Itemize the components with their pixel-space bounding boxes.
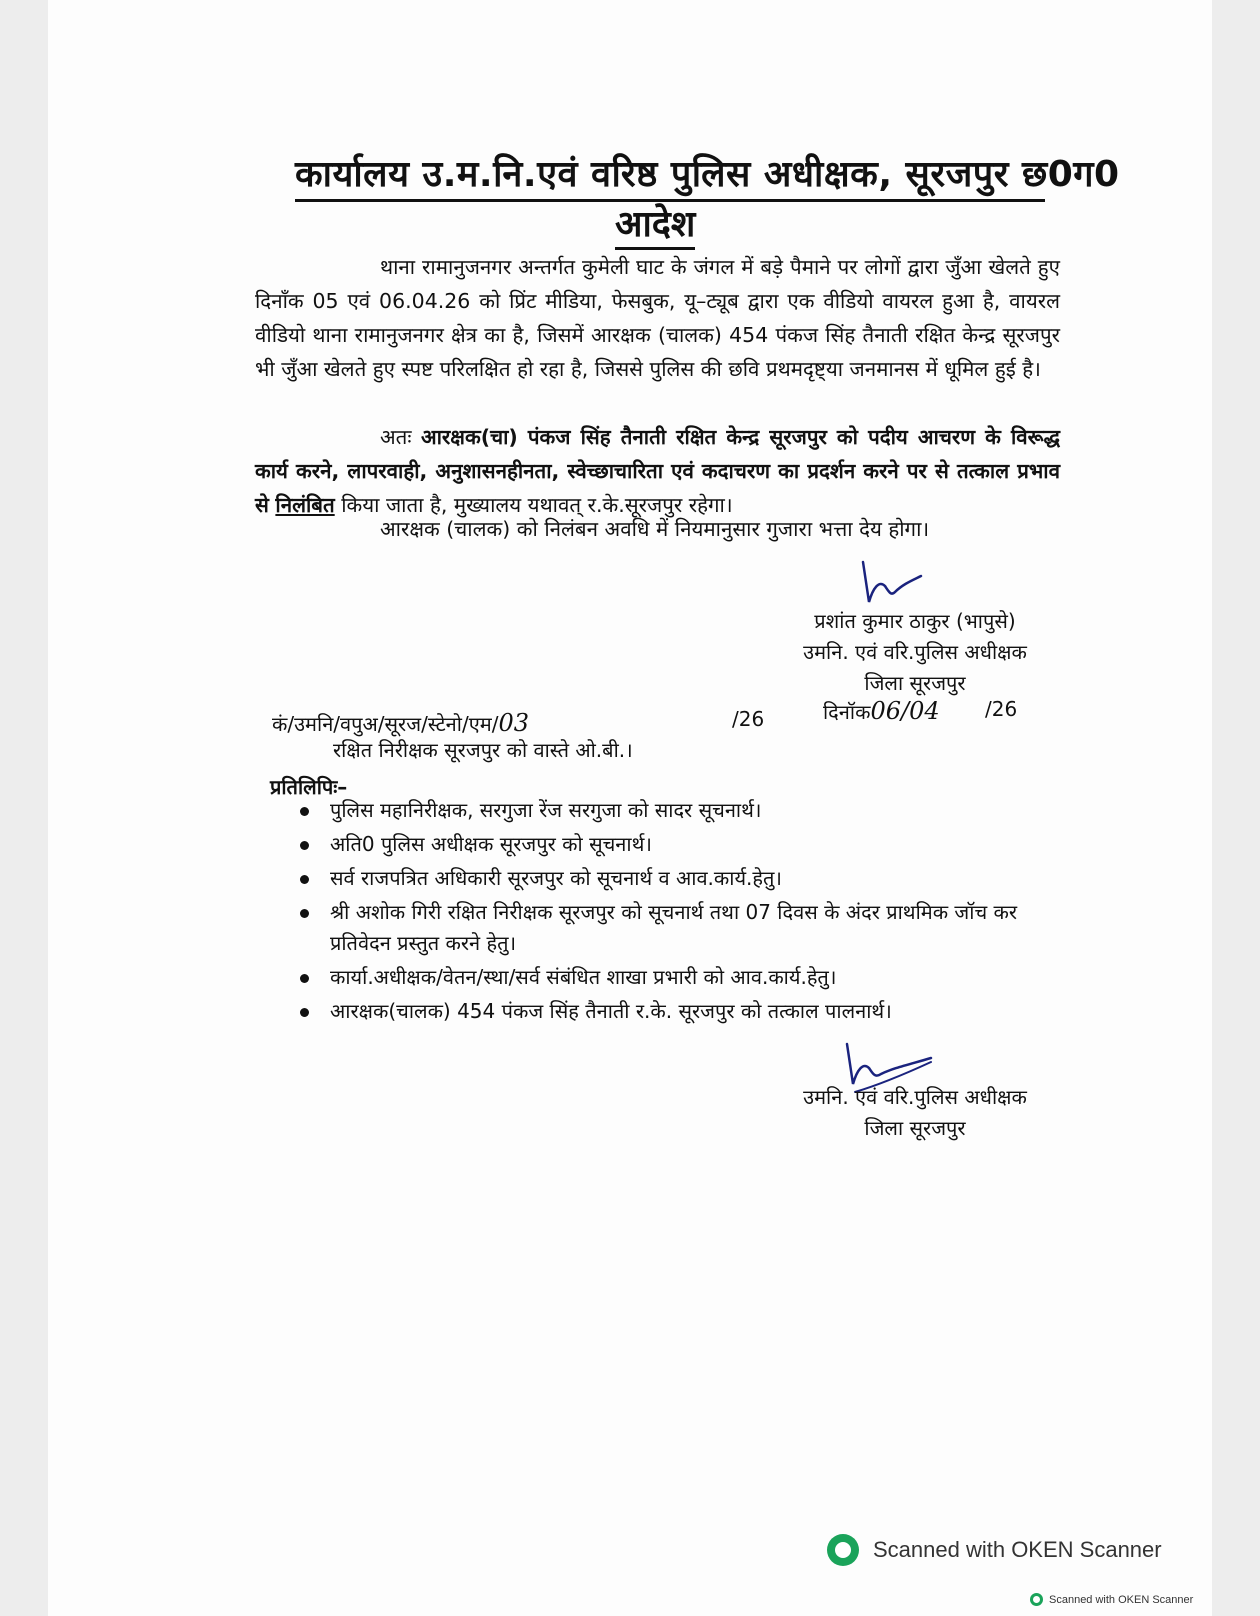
date-label: दिनॉक	[823, 700, 871, 724]
date-handwritten: 06/04	[870, 697, 940, 725]
reference-handwritten-number: 03	[498, 709, 529, 737]
list-item: कार्या.अधीक्षक/वेतन/स्था/सर्व संबंधित शाखा प्रभारी को आव.कार्य.हेतु।	[300, 962, 1060, 993]
list-item: सर्व राजपत्रित अधिकारी सूरजपुर को सूचनार्थ व आव.कार्य.हेतु।	[300, 863, 1060, 894]
copy-list	[300, 795, 1060, 1030]
scanner-watermark-text: Scanned with OKEN Scanner	[873, 1537, 1162, 1562]
reference-year: /26	[732, 707, 765, 731]
scanner-logo-small-icon	[1030, 1593, 1043, 1606]
bullet-icon	[300, 909, 309, 918]
signatory-block-2	[760, 1082, 1070, 1144]
signatory-designation: उमनि. एवं वरि.पुलिस अधीक्षक	[803, 640, 1027, 664]
date-year: /26	[985, 697, 1018, 721]
paragraph-2-rest: किया जाता है, मुख्यालय यथावत् र.के.सूरजपुर रहेगा।	[334, 493, 733, 517]
signatory-2-district: जिला सूरजपुर	[864, 1116, 966, 1140]
bullet-icon	[300, 974, 309, 983]
paragraph-3-text: आरक्षक (चालक) को निलंबन अवधि में नियमानुसार गुजारा भत्ता देय होगा।	[380, 517, 930, 541]
scanner-watermark-small	[1030, 1593, 1193, 1606]
scanner-logo-icon	[827, 1534, 859, 1566]
list-item: अति0 पुलिस अधीक्षक सूरजपुर को सूचनार्थ।	[300, 829, 1060, 860]
scanner-watermark	[827, 1533, 1162, 1567]
order-paragraph-1	[255, 250, 1060, 386]
paragraph-2-prefix: अतः	[380, 425, 421, 449]
bullet-icon	[300, 841, 309, 850]
list-item: पुलिस महानिरीक्षक, सरगुजा रेंज सरगुजा को सादर सूचनार्थ।	[300, 795, 1060, 826]
signature-scribble-1	[855, 558, 925, 608]
forward-to: रक्षित निरीक्षक सूरजपुर को वास्ते ओ.बी.।	[333, 738, 633, 762]
signatory-2-designation: उमनि. एवं वरि.पुलिस अधीक्षक	[803, 1085, 1027, 1109]
bullet-icon	[300, 875, 309, 884]
signatory-district: जिला सूरजपुर	[864, 671, 966, 695]
signatory-block	[760, 606, 1070, 699]
order-title: आदेश	[615, 198, 695, 250]
paragraph-1-text: थाना रामानुजनगर अन्तर्गत कुमेली घाट के जंगल में बड़े पैमाने पर लोगों द्वारा जुँआ खेलते हुए दिनाँक 05 एवं 06.04.26 को प्रिंट मीडिया, फेसबुक, यू–ट्यूब द्वारा एक वीडियो वायरल हुआ है, वायरल वीडियो थाना रामानुजनगर क्षेत्र का है, जिसमें आरक्षक (चालक) 454 पंकज सिंह तैनाती रक्षित केन्द्र सूरजपुर भी जुँआ खेलते हुए स्पष्ट परिलक्षित हो रहा है, जिससे पुलिस की छवि प्रथमदृष्ट्या जनमानस में धूमिल हुई है।	[255, 255, 1060, 381]
paragraph-2-bold: आरक्षक(चा) पंकज सिंह तैनाती रक्षित केन्द्र सूरजपुर को पदीय आचरण के विरूद्ध कार्य करने, लापरवाही, अनुशासनहीनता, स्वेच्छाचारिता एवं कदाचरण का प्रदर्शन करने पर से तत्काल प्रभाव से	[255, 425, 1060, 517]
bullet-icon	[300, 807, 309, 816]
signatory-name: प्रशांत कुमार ठाकुर (भापुसे)	[814, 609, 1016, 633]
copy-heading: प्रतिलिपिः–	[270, 775, 348, 799]
office-title: कार्यालय उ.म.नि.एवं वरिष्ठ पुलिस अधीक्षक, सूरजपुर छ0ग0	[295, 148, 1045, 202]
suspended-word: निलंबित	[275, 493, 335, 517]
list-item: श्री अशोक गिरी रक्षित निरीक्षक सूरजपुर को सूचनार्थ तथा 07 दिवस के अंदर प्राथमिक जॉच कर प्रतिवेदन प्रस्तुत करने हेतु।	[300, 897, 1060, 959]
order-paragraph-2	[255, 420, 1060, 522]
reference-date	[823, 696, 940, 727]
scanner-watermark-small-text: Scanned with OKEN Scanner	[1049, 1593, 1194, 1606]
order-paragraph-3	[255, 512, 1060, 546]
bullet-icon	[300, 1008, 309, 1017]
list-item: आरक्षक(चालक) 454 पंकज सिंह तैनाती र.के. सूरजपुर को तत्काल पालनार्थ।	[300, 996, 1060, 1027]
reference-prefix: कं/उमनि/वपुअ/सूरज/स्टेनो/एम/	[272, 712, 499, 736]
